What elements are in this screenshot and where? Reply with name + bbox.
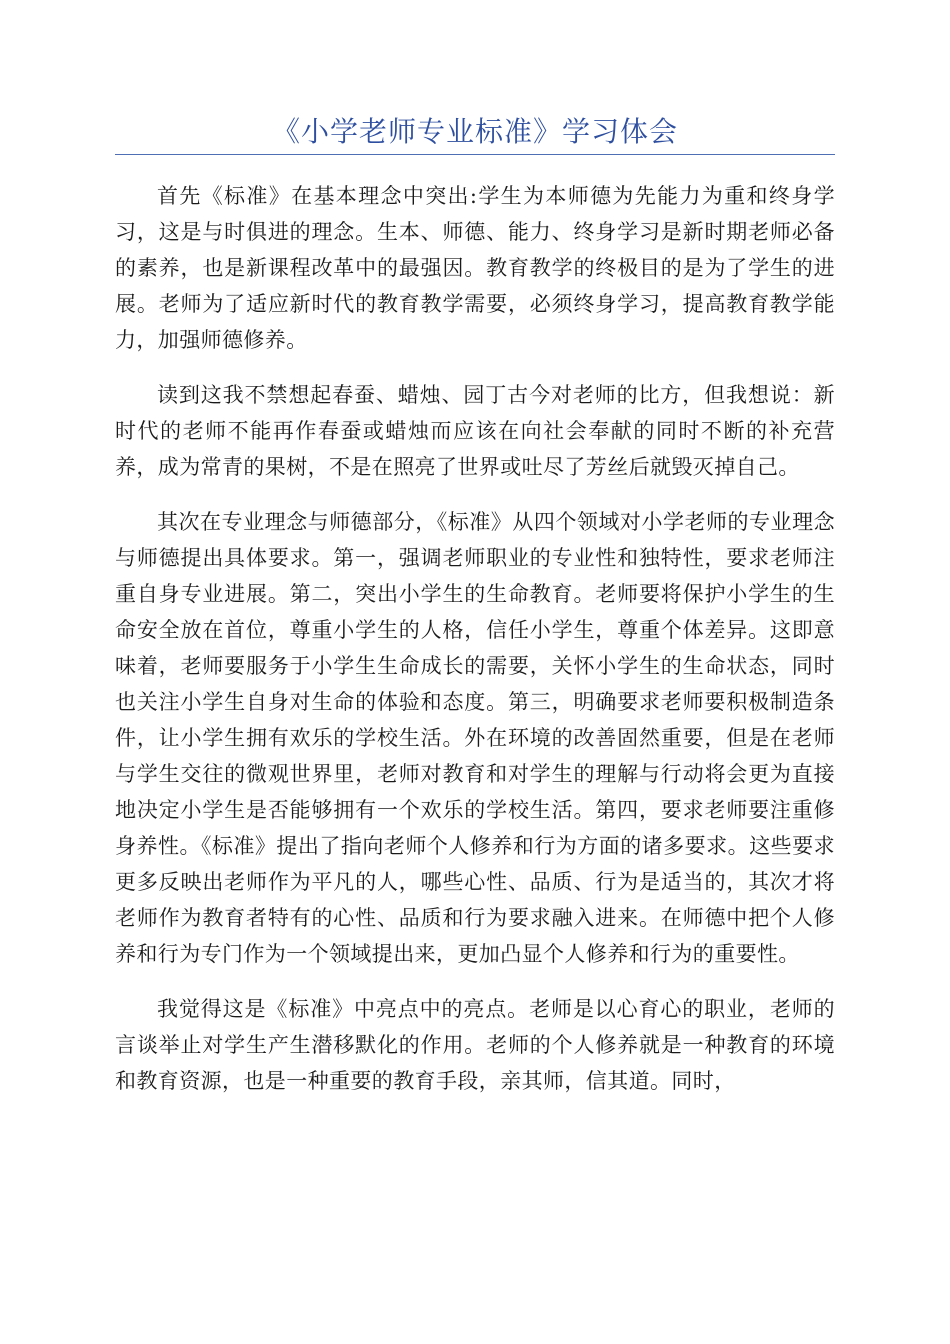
- paragraph-1: 首先《标准》在基本理念中突出:学生为本师德为先能力为重和终身学习，这是与时俱进的理念。生本、师德、能力、终身学习是新时期老师必备的素养，也是新课程改革中的最强因。教育教学的终极目的是为了学生的进展。老师为了适应新时代的教育教学需要，必须终身学习，提高教育教学能力，加强师德修养。: [115, 184, 835, 352]
- paragraph-4: 我觉得这是《标准》中亮点中的亮点。老师是以心育心的职业，老师的言谈举止对学生产生潜移默化的作用。老师的个人修养就是一种教育的环境和教育资源，也是一种重要的教育手段，亲其师，信其道。同时，: [115, 997, 835, 1093]
- document-title: 《小学老师专业标准》学习体会: [271, 115, 678, 148]
- title-underline-divider: [115, 154, 835, 155]
- paragraph-2: 读到这我不禁想起春蚕、蜡烛、园丁古今对老师的比方，但我想说：新时代的老师不能再作春蚕或蜡烛而应该在向社会奉献的同时不断的补充营养，成为常青的果树，不是在照亮了世界或吐尽了芳丝后就毁灭掉自己。: [115, 383, 835, 479]
- paragraph-3: 其次在专业理念与师德部分，《标准》从四个领域对小学老师的专业理念与师德提出具体要求。第一，强调老师职业的专业性和独特性，要求老师注重自身专业进展。第二，突出小学生的生命教育。老师要将保护小学生的生命安全放在首位，尊重小学生的人格，信任小学生，尊重个体差异。这即意味着，老师要服务于小学生生命成长的需要，关怀小学生的生命状态，同时也关注小学生自身对生命的体验和态度。第三，明确要求老师要积极制造条件，让小学生拥有欢乐的学校生活。外在环境的改善固然重要，但是在老师与学生交往的微观世界里，老师对教育和对学生的理解与行动将会更为直接地决定小学生是否能够拥有一个欢乐的学校生活。第四，要求老师要注重修身养性。《标准》提出了指向老师个人修养和行为方面的诸多要求。这些要求更多反映出老师作为平凡的人，哪些心性、品质、行为是适当的，其次才将老师作为教育者特有的心性、品质和行为要求融入进来。在师德中把个人修养和行为专门作为一个领域提出来，更加凸显个人修养和行为的重要性。: [115, 510, 835, 966]
- document-body: [115, 178, 835, 1118]
